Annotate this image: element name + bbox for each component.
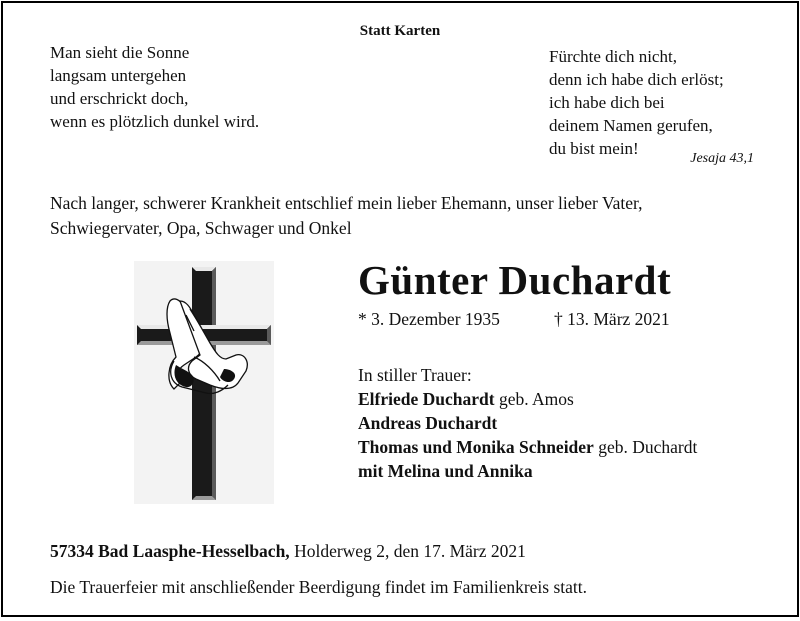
poem-right-line: ich habe dich bei bbox=[549, 93, 665, 112]
mourner-name: mit Melina und Annika bbox=[358, 461, 533, 481]
address-line bbox=[50, 541, 526, 562]
birth-date: * 3. Dezember 1935 bbox=[358, 309, 500, 329]
mourner-name: Elfriede Duchardt bbox=[358, 389, 495, 409]
obituary-card bbox=[1, 1, 799, 617]
mourning-heading: In stiller Trauer: bbox=[358, 365, 472, 385]
poem-left-line: wenn es plötzlich dunkel wird. bbox=[50, 112, 260, 131]
intro-text bbox=[50, 191, 643, 241]
poem-right-line: denn ich habe dich erlöst; bbox=[549, 70, 724, 89]
mourner-note: geb. Amos bbox=[498, 389, 574, 409]
intro-line: Schwiegervater, Opa, Schwager und Onkel bbox=[50, 218, 352, 238]
mourner-line bbox=[358, 387, 697, 411]
poem-right-line: du bist mein! bbox=[549, 139, 639, 158]
poem-left-line: Man sieht die Sonne bbox=[50, 43, 190, 62]
mourner-note: geb. Duchardt bbox=[598, 437, 698, 457]
poem-left-line: und erschrickt doch, bbox=[50, 89, 189, 108]
poem-left bbox=[50, 41, 259, 133]
poem-left-line: langsam untergehen bbox=[50, 66, 187, 85]
mourners-block bbox=[358, 363, 697, 483]
mourner-name: Andreas Duchardt bbox=[358, 413, 498, 433]
poem-right bbox=[549, 45, 724, 160]
mourner-name: Thomas und Monika Schneider bbox=[358, 437, 594, 457]
death-date: † 13. März 2021 bbox=[554, 309, 670, 329]
poem-right-line: Fürchte dich nicht, bbox=[549, 47, 677, 66]
header-statt-karten: Statt Karten bbox=[359, 23, 441, 39]
deceased-name: Günter Duchardt bbox=[358, 257, 672, 303]
bible-citation: Jesaja 43,1 bbox=[690, 151, 754, 166]
mourner-line bbox=[358, 459, 697, 483]
funeral-note: Die Trauerfeier mit anschließender Beerdigung findet im Familienkreis statt. bbox=[50, 577, 588, 597]
intro-line: Nach langer, schwerer Krankheit entschlief mein lieber Ehemann, unser lieber Vater, bbox=[50, 193, 643, 213]
mourner-line bbox=[358, 411, 697, 435]
address-rest: Holderweg 2, den 17. März 2021 bbox=[294, 541, 526, 561]
poem-right-line: deinem Namen gerufen, bbox=[549, 116, 713, 135]
mourner-line bbox=[358, 435, 697, 459]
cross-with-praying-hands-icon bbox=[134, 261, 274, 504]
address-place: 57334 Bad Laasphe-Hesselbach, bbox=[50, 541, 290, 561]
